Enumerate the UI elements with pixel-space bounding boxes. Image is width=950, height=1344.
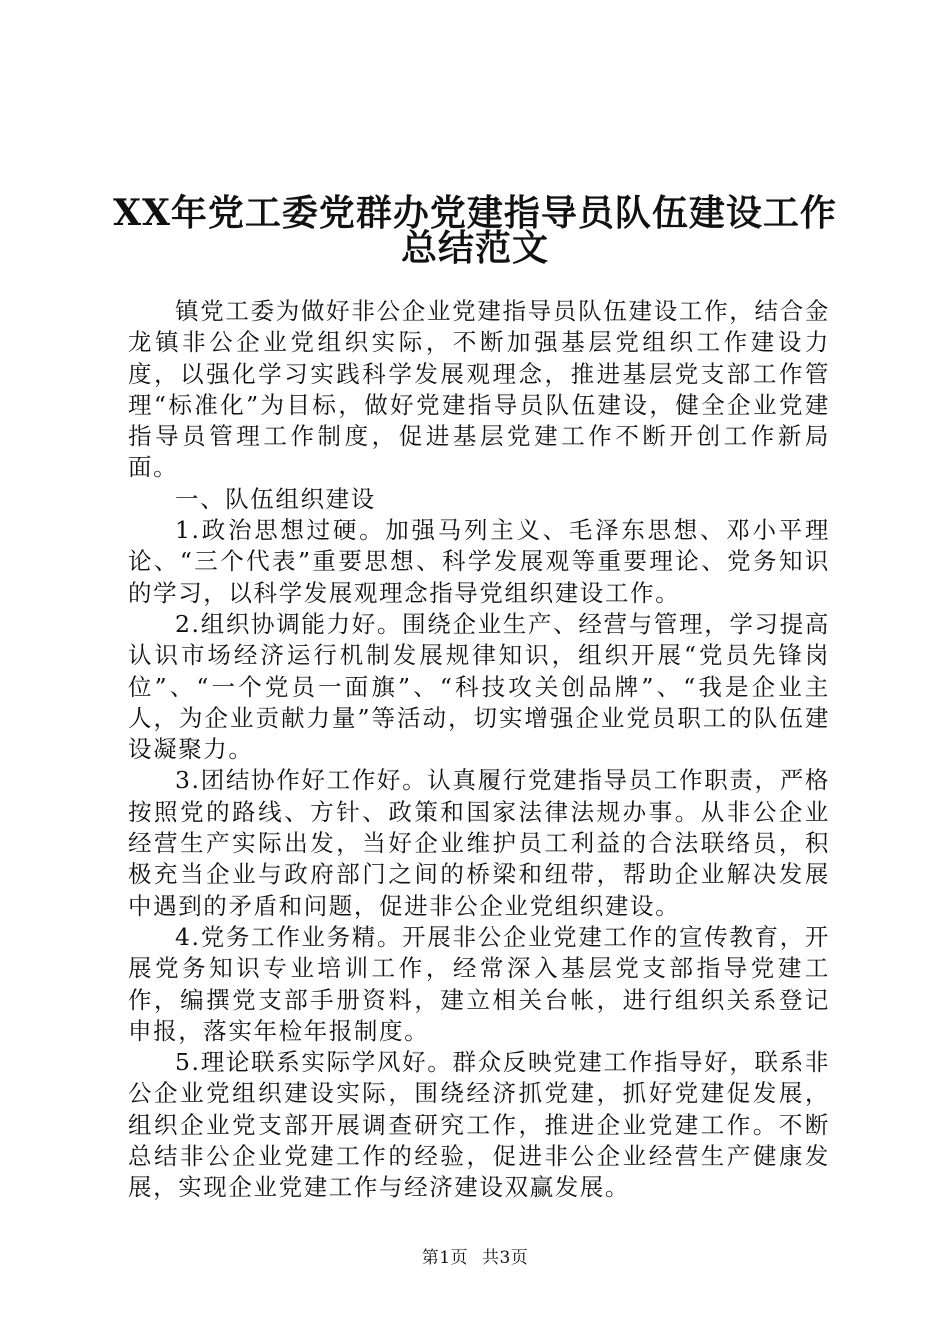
page-footer bbox=[0, 1243, 950, 1268]
paragraph-item-2: 2.组织协调能力好。围绕企业生产、经营与管理，学习提高认识市场经济运行机制发展规律知识，组织开展“党员先锋岗位”、“一个党员一面旗”、“科技攻关创品牌”、“我是企业主人，为企业贡献力量”等活动，切实增强企业党员职工的队伍建设凝聚力。 bbox=[128, 609, 830, 764]
paragraph-item-3: 3.团结协作好工作好。认真履行党建指导员工作职责，严格按照党的路线、方针、政策和国家法律法规办事。从非公企业经营生产实际出发，当好企业维护员工利益的合法联络员，积极充当企业与政府部门之间的桥梁和纽带，帮助企业解决发展中遇到的矛盾和问题，促进非公企业党组织建设。 bbox=[128, 766, 830, 920]
paragraph-intro: 镇党工委为做好非公企业党建指导员队伍建设工作，结合金龙镇非公企业党组织实际，不断加强基层党组织工作建设力度，以强化学习实践科学发展观理念，推进基层党支部工作管理“标准化”为目标，做好党建指导员队伍建设，健全企业党建指导员管理工作制度，促进基层党建工作不断开创工作新局面。 bbox=[128, 297, 830, 482]
page-total: 共3页 bbox=[481, 1248, 529, 1268]
document-body bbox=[128, 296, 830, 1204]
page-number: 第1页 bbox=[421, 1248, 469, 1268]
paragraph-item-4: 4.党务工作业务精。开展非公企业党建工作的宣传教育，开展党务知识专业培训工作，经常深入基层党支部指导党建工作，编撰党支部手册资料，建立相关台帐，进行组织关系登记申报，落实年检年报制度。 bbox=[128, 922, 830, 1045]
document-title-line-1: XX年党工委党群办党建指导员队伍建设工作 bbox=[113, 192, 837, 234]
section-heading: 一、队伍组织建设 bbox=[175, 484, 376, 513]
document-title-line-2: 总结范文 bbox=[400, 227, 549, 269]
paragraph-item-5: 5.理论联系实际学风好。群众反映党建工作指导好，联系非公企业党组织建设实际，围绕经济抓党建，抓好党建促发展，组织企业党支部开展调查研究工作，推进企业党建工作。不断总结非公企业党建工作的经验，促进非公企业经营生产健康发展，实现企业党建工作与经济建设双赢发展。 bbox=[128, 1048, 830, 1202]
paragraph-item-1: 1.政治思想过硬。加强马列主义、毛泽东思想、邓小平理论、“三个代表”重要思想、科学发展观等重要理论、党务知识的学习，以科学发展观理念指导党组织建设工作。 bbox=[128, 516, 830, 607]
